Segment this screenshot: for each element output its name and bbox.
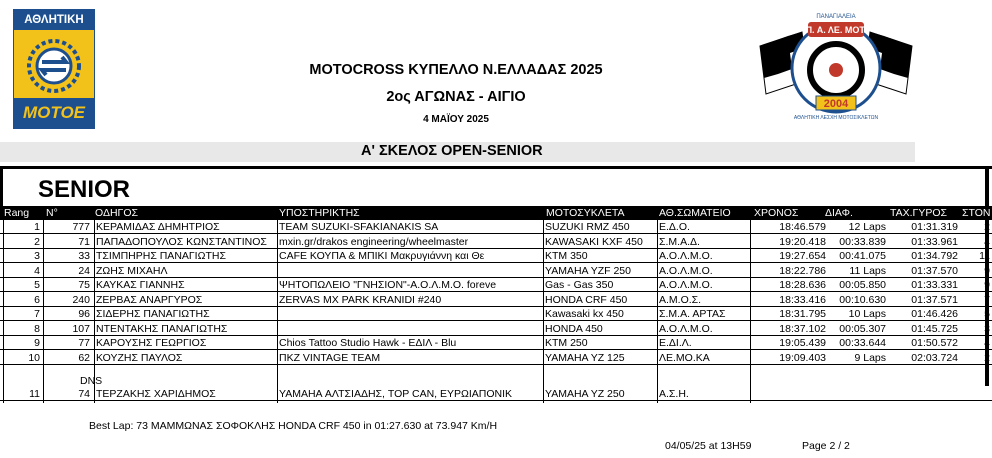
cell-lap: 9 <box>984 279 990 291</box>
table-row <box>0 221 992 234</box>
cell-rank: 6 <box>34 293 40 306</box>
cell-best: 01:37.571 <box>911 293 958 306</box>
cell-rank: 8 <box>34 322 40 335</box>
cell-time: 18:22.786 <box>779 264 826 277</box>
cell-diff: 10 Laps <box>848 308 886 320</box>
cell-best: 01:37.570 <box>911 264 958 277</box>
table-row <box>0 265 992 278</box>
cell-bike: SUZUKI RMZ 450 <box>545 221 630 233</box>
cell-time: 19:05.439 <box>779 337 826 349</box>
table-row <box>0 279 992 292</box>
cell-lap: 5 <box>984 308 990 320</box>
cell-diff: 00:41.075 <box>839 250 886 262</box>
cell-bike: YAMAHA YZ 250 <box>545 388 625 400</box>
cell-bike: YAMAHA YZ 125 <box>545 351 625 364</box>
cell-diff: 00:33.839 <box>839 235 886 248</box>
cell-num: 62 <box>78 351 90 364</box>
cell-rider: ΣΙΔΕΡΗΣ ΠΑΝΑΓΙΩΤΗΣ <box>96 308 210 320</box>
col-club: ΑΘ.ΣΩΜΑΤΕΙΟ <box>659 207 731 219</box>
cell-time: 19:20.418 <box>779 235 826 248</box>
table-frame-top <box>0 166 992 169</box>
table-row <box>0 308 992 321</box>
leg-band <box>0 142 915 162</box>
wreath-emblem-icon <box>26 38 82 94</box>
cell-rider: ΚΑΥΚΑΣ ΓΙΑΝΝΗΣ <box>96 279 185 291</box>
cell-best: 01:34.792 <box>911 250 958 262</box>
page-number: Page 2 / 2 <box>802 440 850 452</box>
cell-rank: 1 <box>34 221 40 233</box>
cell-diff: 9 Laps <box>854 351 886 364</box>
cell-rider: ΖΩΗΣ ΜΙΧΑΗΛ <box>96 264 168 277</box>
cell-club: Σ.Μ.Α. ΑΡΤΑΣ <box>659 308 726 320</box>
category-title: SENIOR <box>38 176 131 203</box>
cell-number: 74 <box>78 388 90 400</box>
col-sponsor: ΥΠΟΣΤΗΡΙΚΤΗΣ <box>279 207 360 219</box>
col-bike: ΜΟΤΟΣΥΚΛΕΤΑ <box>546 207 625 219</box>
cell-time: 18:31.795 <box>779 308 826 320</box>
cell-rank: 10 <box>28 351 40 364</box>
cell-rider: ΖΕΡΒΑΣ ΑΝΑΡΓΥΡΟΣ <box>96 293 203 306</box>
table-row <box>0 294 992 307</box>
cell-diff: 00:10.630 <box>839 293 886 306</box>
left-logo-bottom-text: MOTOE <box>14 98 94 128</box>
cell-diff: 11 Laps <box>849 264 886 277</box>
cell-diff: 00:05.307 <box>839 322 886 335</box>
cell-lap: 2 <box>984 221 990 233</box>
table-row <box>0 337 992 350</box>
cell-time: 18:33.416 <box>779 293 826 306</box>
cell-diff: 12 Laps <box>848 221 886 233</box>
cell-sponsor: TEAM SUZUKI-SFAKIANAKIS SA <box>279 221 439 233</box>
dns-label: DNS <box>80 375 103 387</box>
table-row <box>0 323 992 336</box>
cell-best: 01:31.319 <box>911 221 958 233</box>
col-lap: ΣΤΟΝ <box>962 207 991 219</box>
col-rank: Rang <box>4 207 30 219</box>
cell-sponsor: ZERVAS MX PARK KRANIDI #240 <box>279 293 442 306</box>
cell-best: 01:45.725 <box>911 322 958 335</box>
col-rider: ΟΔΗΓΟΣ <box>95 207 138 219</box>
cell-rider: ΤΕΡΖΑΚΗΣ ΧΑΡΙΔΗΜΟΣ <box>96 388 216 400</box>
cell-sponsor: mxin.gr/drakos engineering/wheelmaster <box>279 235 469 248</box>
cell-num: 33 <box>78 250 90 262</box>
cell-lap: 11 <box>979 250 990 262</box>
cell-lap: 2 <box>984 351 990 364</box>
table-row-dns <box>0 388 992 401</box>
cell-bike: Kawasaki kx 450 <box>545 308 624 320</box>
page-subtitle: 2ος ΑΓΩΝΑΣ - ΑΙΓΙΟ <box>386 89 526 105</box>
cell-bike: KTM 350 <box>545 250 588 262</box>
cell-sponsor: ΠΚΖ VINTAGE TEAM <box>279 351 381 364</box>
cell-club: ΛΕ.ΜΟ.ΚΑ <box>659 351 710 364</box>
cell-rank: 7 <box>34 308 40 320</box>
cell-sponsor: YAMAHA ΑΛΤΣΙΑΔΗΣ, TOP CAN, ΕΥΡΩΙΑΠΟΝΙΚ <box>279 388 513 400</box>
cell-best: 01:33.331 <box>911 279 958 291</box>
cell-num: 77 <box>78 337 90 349</box>
col-best-lap: ΤΑΧ.ΓΥΡΟΣ <box>890 207 948 219</box>
cell-sponsor: CAFE ΚΟΥΠΑ & ΜΠΙΚΙ Μακρυγιάννη και Θε <box>279 250 485 262</box>
cell-rider: ΝΤΕΝΤΑΚΗΣ ΠΑΝΑΓΙΩΤΗΣ <box>96 322 228 335</box>
cell-club: Σ.Μ.Α.Δ. <box>659 235 700 248</box>
cell-time: 19:27.654 <box>779 250 826 262</box>
results-table-header <box>0 206 992 220</box>
cell-best: 01:33.961 <box>911 235 958 248</box>
cell-club: Ε.Δ.Ο. <box>659 221 690 233</box>
cell-rank: 4 <box>34 264 40 277</box>
cell-rank: 9 <box>34 337 40 349</box>
best-lap-info: Best Lap: 73 ΜΑΜΜΩΝΑΣ ΣΟΦΟΚΛΗΣ HONDA CRF 450 in 01:27.630 at 73.947 Km/H <box>89 420 498 432</box>
cell-time: 18:37.102 <box>779 322 826 335</box>
cell-sponsor: Chios Tattoo Studio Hawk - ΕΔΙΛ - Blu <box>279 337 457 349</box>
cell-rider: ΚΕΡΑΜΙΔΑΣ ΔΗΜΗΤΡΙΟΣ <box>96 221 220 233</box>
cell-diff: 00:33.644 <box>839 337 886 349</box>
cell-club: Α.Ο.Λ.Μ.Ο. <box>659 250 713 262</box>
table-row <box>0 352 992 365</box>
cell-rider: ΚΟΥΖΗΣ ΠΑΥΛΟΣ <box>96 351 183 364</box>
cell-club: Α.Ο.Λ.Μ.Ο. <box>659 279 713 291</box>
cell-club: Α.Ο.Λ.Μ.Ο. <box>659 322 713 335</box>
left-logo <box>13 9 95 129</box>
table-row <box>0 236 992 249</box>
printed-timestamp: 04/05/25 at 13H59 <box>665 440 752 452</box>
cell-num: 107 <box>72 322 90 335</box>
col-time: ΧΡΟΝΟΣ <box>754 207 799 219</box>
cell-rider: ΠΑΠΑΔΟΠΟΥΛΟΣ ΚΩΝΣΤΑΝΤΙΝΟΣ <box>96 235 267 248</box>
cell-rank: 3 <box>34 250 40 262</box>
cell-bike: YAMAHA YZF 250 <box>545 264 631 277</box>
leg-title: Α' ΣΚΕΛΟΣ OPEN-SENIOR <box>361 143 543 159</box>
cell-bike: KAWASAKI KXF 450 <box>545 235 643 248</box>
left-logo-top-text: ΑΘΛΗΤΙΚΗ <box>14 10 94 30</box>
cell-num: 777 <box>72 221 90 233</box>
cell-rank: 11 <box>29 388 40 400</box>
cell-lap: 7 <box>984 293 990 306</box>
cell-rider: ΚΑΡΟΥΣΗΣ ΓΕΩΡΓΙΟΣ <box>96 337 207 349</box>
cell-lap: 4 <box>984 337 990 349</box>
cell-time: 18:28.636 <box>779 279 826 291</box>
cell-rider: ΤΣΙΜΠΗΡΗΣ ΠΑΝΑΓΙΩΤΗΣ <box>96 250 226 262</box>
cell-lap: 3 <box>984 322 990 335</box>
right-logo-badge: Π. Α. ΛΕ. ΜΟΤ. <box>805 25 867 35</box>
right-logo-arc-text: ΠΑΝΑΓΙΑΛΕΙΑ <box>816 14 856 20</box>
cell-time: 19:09.403 <box>779 351 826 364</box>
cell-sponsor: ΨΗΤΟΠΩΛΕΙΟ "ΓΝΗΣΙΟΝ"-Α.Ο.Λ.Μ.Ο. foreve <box>279 279 497 291</box>
right-logo <box>756 6 916 124</box>
right-logo-bottom-text: ΑΘΛΗΤΙΚΗ ΛΕΣΧΗ ΜΟΤΟΣΙΚΛΕΤΩΝ <box>793 115 879 121</box>
cell-best: 01:50.572 <box>911 337 958 349</box>
cell-lap: 9 <box>984 264 990 277</box>
cell-bike: KTM 250 <box>545 337 588 349</box>
cell-num: 71 <box>78 235 90 248</box>
col-number: N° <box>46 207 58 219</box>
event-date: 4 ΜΑΪΟΥ 2025 <box>423 114 489 125</box>
cell-club: Α.Ο.Λ.Μ.Ο. <box>659 264 713 277</box>
cell-club: Α.Σ.Η. <box>659 388 689 400</box>
cell-club: Α.Μ.Ο.Σ. <box>659 293 702 306</box>
cell-bike: HONDA 450 <box>545 322 603 335</box>
cell-time: 18:46.579 <box>779 221 826 233</box>
page-title: MOTOCROSS ΚΥΠΕΛΛΟ Ν.ΕΛΛΑΔΑΣ 2025 <box>309 62 603 78</box>
cell-num: 240 <box>72 293 90 306</box>
cell-best: 01:46.426 <box>911 308 958 320</box>
cell-club: Ε.ΔΙ.Λ. <box>659 337 692 349</box>
cell-lap: 4 <box>984 235 990 248</box>
cell-diff: 00:05.850 <box>839 279 886 291</box>
table-frame-left <box>0 166 3 206</box>
col-diff: ΔΙΑΦ. <box>825 207 853 219</box>
cell-bike: HONDA CRF 450 <box>545 293 628 306</box>
cell-rank: 2 <box>34 235 40 248</box>
cell-rank: 5 <box>34 279 40 291</box>
cell-num: 96 <box>78 308 90 320</box>
cell-num: 24 <box>78 264 90 277</box>
right-logo-year: 2004 <box>823 98 849 110</box>
cell-best: 02:03.724 <box>911 351 958 364</box>
table-row <box>0 250 992 263</box>
cell-bike: Gas - Gas 350 <box>545 279 614 291</box>
cell-num: 75 <box>78 279 90 291</box>
